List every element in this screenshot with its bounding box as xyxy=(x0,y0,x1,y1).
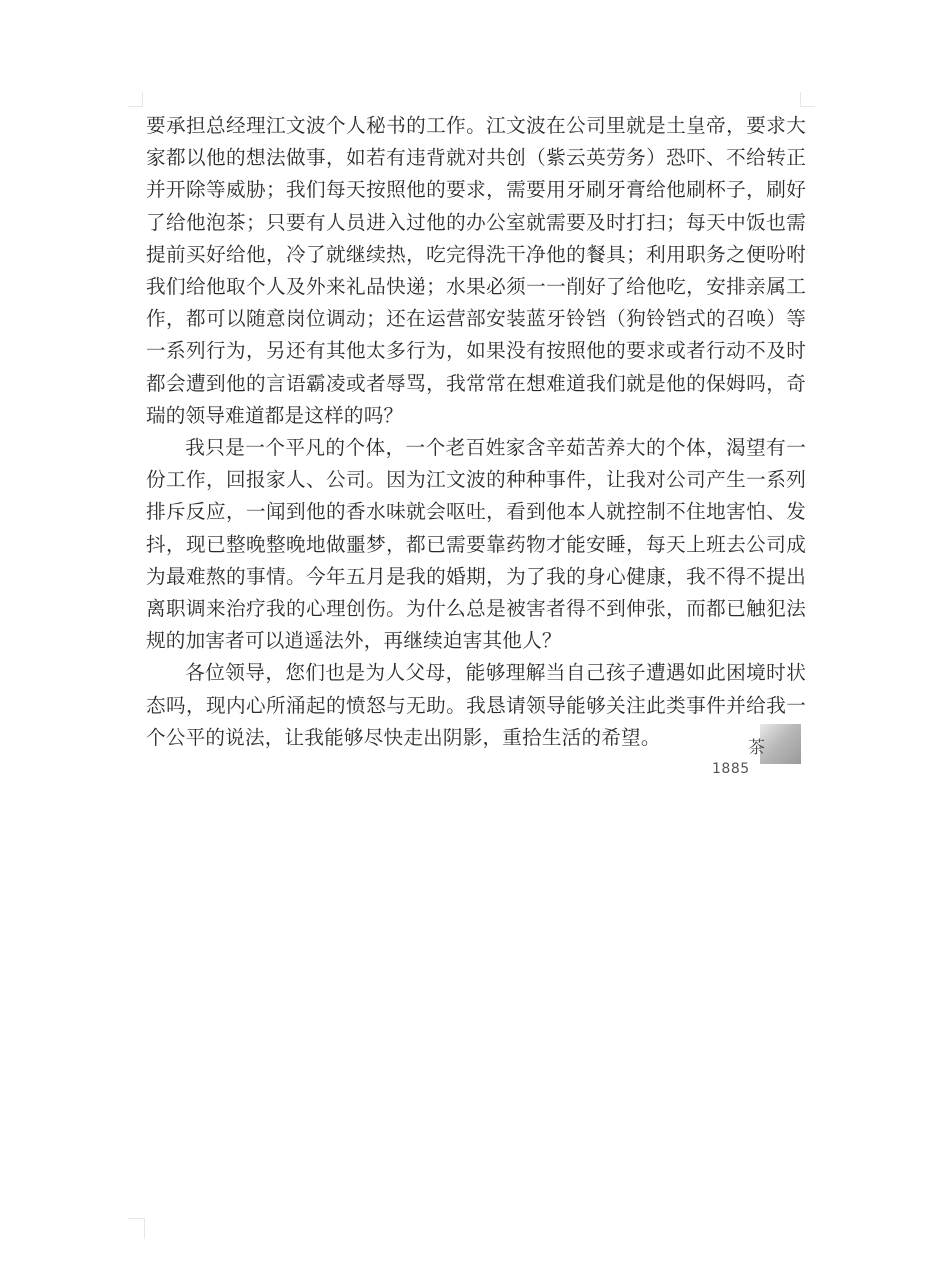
paragraph-3: 各位领导，您们也是为人父母，能够理解当自己孩子遭遇如此困境时状态吗，现内心所涌起的愤怒与无助。我恳请领导能够关注此类事件并给我一个公平的说法，让我能够尽快走出阴影，重拾生活的希望。 xyxy=(146,661,806,749)
crop-mark-bottom-left xyxy=(128,1218,145,1239)
seal-stamp xyxy=(760,724,801,764)
paragraph-1: 要承担总经理江文波个人秘书的工作。江文波在公司里就是土皇帝，要求大家都以他的想法做事，如若有违背就对共创（紫云英劳务）恐吓、不给转正并开除等威胁；我们每天按照他的要求，需要用牙刷牙膏给他刷杯子，刷好了给他泡茶；只要有人员进入过他的办公室就需要及时打扫；每天中饭也需提前买好给他，冷了就继续热，吃完得洗干净他的餐具；利用职务之便吩咐我们给他取个人及外来礼品快递；水果必须一一削好了给他吃，安排亲属工作，都可以随意岗位调动；还在运营部安装蓝牙铃铛（狗铃铛式的召唤）等一系列行为，另还有其他太多行为，如果没有按照他的要求或者行动不及时都会遭到他的言语霸凌或者辱骂，我常常在想难道我们就是他的保姆吗，奇瑞的领导难道都是这样的吗？ xyxy=(146,114,806,427)
crop-mark-top-left xyxy=(128,92,143,107)
crop-mark-top-right xyxy=(800,92,815,107)
page-number: 1885 xyxy=(712,761,750,777)
stamp-character: 茶 xyxy=(748,738,765,758)
paragraph-2: 我只是一个平凡的个体，一个老百姓家含辛茹苦养大的个体，渴望有一份工作，回报家人、公司。因为江文波的种种事件，让我对公司产生一系列排斥反应，一闻到他的香水味就会呕吐，看到他本人就控制不住地害怕、发抖，现已整晚整晚地做噩梦，都已需要靠药物才能安睡，每天上班去公司成为最难熬的事情。今年五月是我的婚期，为了我的身心健康，我不得不提出离职调来治疗我的心理创伤。为什么总是被害者得不到伸张，而都已触犯法规的加害者可以逍遥法外，再继续迫害其他人？ xyxy=(146,436,806,653)
letter-body xyxy=(146,110,806,754)
